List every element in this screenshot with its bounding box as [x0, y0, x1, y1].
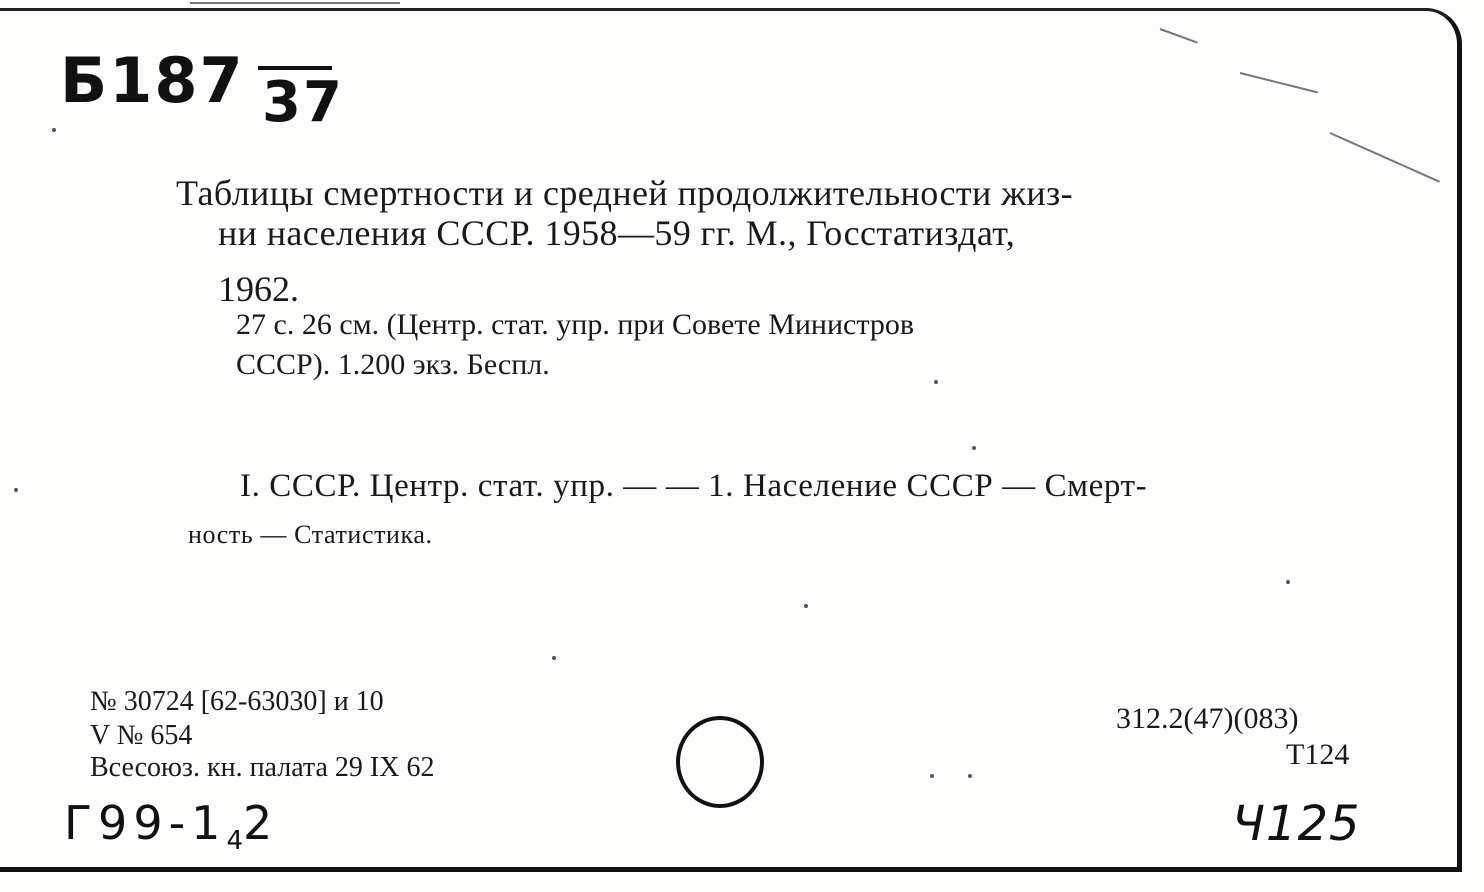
shelf-mark-main: Б187 — [60, 44, 245, 117]
title-line-2: ни населения СССР. 1958—59 гг. М., Госстатиздат, — [218, 213, 1016, 253]
subject-line-1: I. СССР. Центр. стат. упр. — — 1. Население СССР — Смерт- — [240, 468, 1148, 504]
footer-volume-number: V № 654 — [90, 720, 193, 751]
scan-speck — [552, 656, 556, 660]
punch-hole-circle — [676, 716, 764, 808]
title-line-3: 1962. — [218, 269, 299, 309]
author-mark: Т124 — [1286, 738, 1350, 771]
scan-speck — [14, 488, 18, 492]
scan-speck — [1286, 580, 1290, 584]
scan-speck — [930, 774, 934, 778]
handwritten-note-bottom-right: Ч125 — [1232, 796, 1361, 852]
title-line-1: Таблицы смертности и средней продолжительности жиз- — [176, 173, 1074, 213]
scan-scratch — [190, 2, 400, 4]
handwritten-note-end: 2 — [243, 796, 279, 850]
handwritten-note-main: Г99-1 — [64, 796, 227, 850]
shelf-mark-superscript: 37 — [262, 70, 344, 135]
scan-speck — [972, 446, 976, 450]
footer-chamber-date: Всесоюз. кн. палата 29 IX 62 — [90, 752, 435, 783]
footer-record-number: № 30724 [62-63030] и 10 — [90, 686, 384, 717]
scan-speck — [934, 380, 938, 384]
description-line-2: СССР). 1.200 экз. Беспл. — [236, 348, 550, 381]
handwritten-note-sub: 4 — [226, 826, 243, 857]
scan-speck — [968, 774, 972, 778]
handwritten-note-bottom-left — [64, 796, 278, 856]
subject-line-2: ность — Статистика. — [188, 520, 433, 549]
scan-speck — [804, 604, 808, 608]
classification-code: 312.2(47)(083) — [1116, 702, 1299, 735]
description-line-1: 27 с. 26 см. (Центр. стат. упр. при Совете Министров — [236, 308, 915, 341]
scan-speck — [52, 128, 56, 132]
